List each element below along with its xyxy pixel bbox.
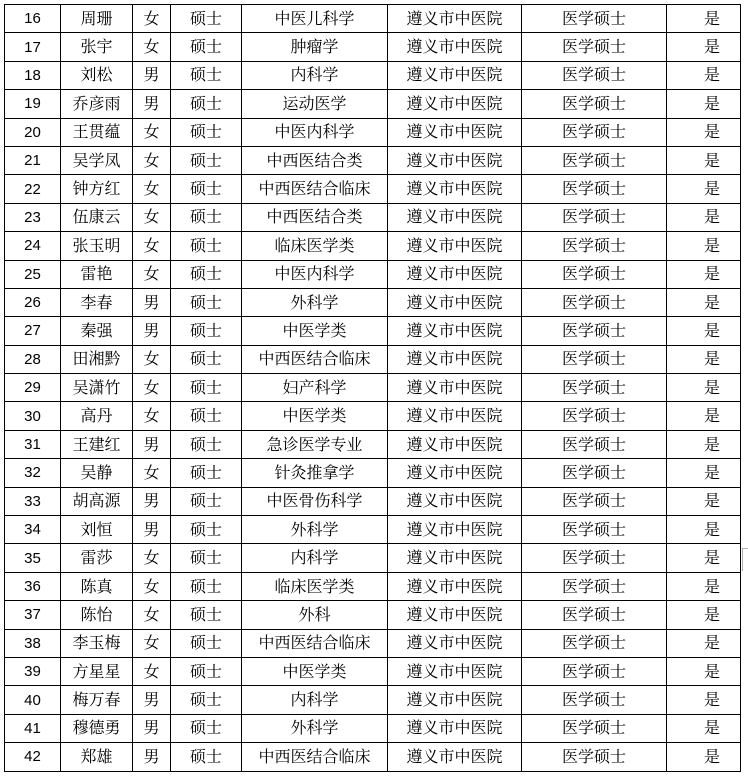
cell-number: 39 xyxy=(5,657,61,685)
table-row xyxy=(5,288,741,316)
cell-number: 17 xyxy=(5,33,61,61)
cell-unit: 遵义市中医院 xyxy=(388,430,522,458)
cell-degree: 硕士 xyxy=(171,5,242,33)
table-row xyxy=(5,232,741,260)
cell-flag: 是 xyxy=(667,572,741,600)
cell-title: 医学硕士 xyxy=(522,657,667,685)
cell-major: 妇产科学 xyxy=(242,374,388,402)
cell-number: 37 xyxy=(5,601,61,629)
cell-major: 外科 xyxy=(242,601,388,629)
cell-number: 21 xyxy=(5,146,61,174)
cell-unit: 遵义市中医院 xyxy=(388,374,522,402)
cell-flag: 是 xyxy=(667,345,741,373)
cell-unit: 遵义市中医院 xyxy=(388,714,522,742)
cell-title: 医学硕士 xyxy=(522,374,667,402)
cell-degree: 硕士 xyxy=(171,629,242,657)
cell-major: 外科学 xyxy=(242,714,388,742)
cell-gender: 男 xyxy=(133,317,171,345)
cell-name: 高丹 xyxy=(61,402,133,430)
cell-degree: 硕士 xyxy=(171,33,242,61)
cell-flag: 是 xyxy=(667,175,741,203)
table-row xyxy=(5,33,741,61)
table-row xyxy=(5,459,741,487)
cell-gender: 男 xyxy=(133,714,171,742)
table-row xyxy=(5,714,741,742)
cell-flag: 是 xyxy=(667,487,741,515)
cell-major: 外科学 xyxy=(242,516,388,544)
cell-gender: 女 xyxy=(133,402,171,430)
cell-unit: 遵义市中医院 xyxy=(388,175,522,203)
table-row xyxy=(5,544,741,572)
cell-degree: 硕士 xyxy=(171,430,242,458)
table-row xyxy=(5,61,741,89)
cell-gender: 女 xyxy=(133,175,171,203)
cell-flag: 是 xyxy=(667,118,741,146)
cell-degree: 硕士 xyxy=(171,118,242,146)
cell-title: 医学硕士 xyxy=(522,345,667,373)
cell-unit: 遵义市中医院 xyxy=(388,5,522,33)
cell-degree: 硕士 xyxy=(171,288,242,316)
cell-title: 医学硕士 xyxy=(522,61,667,89)
cell-title: 医学硕士 xyxy=(522,743,667,771)
cell-flag: 是 xyxy=(667,601,741,629)
cell-unit: 遵义市中医院 xyxy=(388,743,522,771)
cell-number: 38 xyxy=(5,629,61,657)
cell-degree: 硕士 xyxy=(171,90,242,118)
cell-name: 李春 xyxy=(61,288,133,316)
cell-title: 医学硕士 xyxy=(522,459,667,487)
cell-title: 医学硕士 xyxy=(522,288,667,316)
cell-major: 中医骨伤科学 xyxy=(242,487,388,515)
cell-degree: 硕士 xyxy=(171,516,242,544)
cell-name: 周珊 xyxy=(61,5,133,33)
cell-major: 中医学类 xyxy=(242,317,388,345)
cell-major: 运动医学 xyxy=(242,90,388,118)
cell-number: 26 xyxy=(5,288,61,316)
cell-degree: 硕士 xyxy=(171,487,242,515)
cell-name: 刘松 xyxy=(61,61,133,89)
table-row xyxy=(5,516,741,544)
cell-title: 医学硕士 xyxy=(522,146,667,174)
cell-title: 医学硕士 xyxy=(522,402,667,430)
cell-title: 医学硕士 xyxy=(522,430,667,458)
cell-number: 16 xyxy=(5,5,61,33)
table-row xyxy=(5,374,741,402)
cell-flag: 是 xyxy=(667,544,741,572)
cell-number: 32 xyxy=(5,459,61,487)
cell-degree: 硕士 xyxy=(171,374,242,402)
table-row xyxy=(5,402,741,430)
cell-flag: 是 xyxy=(667,657,741,685)
cell-gender: 女 xyxy=(133,572,171,600)
cell-gender: 女 xyxy=(133,657,171,685)
cell-unit: 遵义市中医院 xyxy=(388,601,522,629)
table-row xyxy=(5,203,741,231)
cell-unit: 遵义市中医院 xyxy=(388,402,522,430)
cell-name: 乔彦雨 xyxy=(61,90,133,118)
cell-name: 张玉明 xyxy=(61,232,133,260)
cell-major: 中医内科学 xyxy=(242,260,388,288)
cell-gender: 女 xyxy=(133,33,171,61)
cell-gender: 女 xyxy=(133,345,171,373)
cell-unit: 遵义市中医院 xyxy=(388,657,522,685)
cell-flag: 是 xyxy=(667,317,741,345)
cell-major: 中医内科学 xyxy=(242,118,388,146)
cell-flag: 是 xyxy=(667,714,741,742)
cell-degree: 硕士 xyxy=(171,61,242,89)
cell-degree: 硕士 xyxy=(171,743,242,771)
cell-number: 33 xyxy=(5,487,61,515)
table-row xyxy=(5,5,741,33)
cell-unit: 遵义市中医院 xyxy=(388,232,522,260)
cell-major: 中医学类 xyxy=(242,402,388,430)
cell-gender: 男 xyxy=(133,516,171,544)
cell-unit: 遵义市中医院 xyxy=(388,288,522,316)
cell-title: 医学硕士 xyxy=(522,118,667,146)
table-body xyxy=(5,5,741,772)
cell-number: 23 xyxy=(5,203,61,231)
cell-gender: 女 xyxy=(133,459,171,487)
table-row xyxy=(5,345,741,373)
cell-number: 31 xyxy=(5,430,61,458)
table-row xyxy=(5,430,741,458)
cell-degree: 硕士 xyxy=(171,686,242,714)
cell-name: 雷莎 xyxy=(61,544,133,572)
cell-number: 41 xyxy=(5,714,61,742)
table-row xyxy=(5,572,741,600)
cell-name: 李玉梅 xyxy=(61,629,133,657)
cell-number: 25 xyxy=(5,260,61,288)
cell-major: 中医学类 xyxy=(242,657,388,685)
cell-major: 中西医结合临床 xyxy=(242,345,388,373)
cell-major: 内科学 xyxy=(242,686,388,714)
cell-major: 中西医结合类 xyxy=(242,146,388,174)
cell-name: 方星星 xyxy=(61,657,133,685)
cell-degree: 硕士 xyxy=(171,260,242,288)
table-row xyxy=(5,317,741,345)
cell-name: 郑雄 xyxy=(61,743,133,771)
cell-name: 王建红 xyxy=(61,430,133,458)
cell-name: 田湘黔 xyxy=(61,345,133,373)
cell-degree: 硕士 xyxy=(171,317,242,345)
cell-unit: 遵义市中医院 xyxy=(388,146,522,174)
cell-name: 吴潇竹 xyxy=(61,374,133,402)
cell-unit: 遵义市中医院 xyxy=(388,544,522,572)
cell-number: 42 xyxy=(5,743,61,771)
cell-unit: 遵义市中医院 xyxy=(388,686,522,714)
cell-degree: 硕士 xyxy=(171,459,242,487)
table-row xyxy=(5,601,741,629)
cell-unit: 遵义市中医院 xyxy=(388,203,522,231)
personnel-table xyxy=(4,4,741,772)
cell-flag: 是 xyxy=(667,516,741,544)
cell-gender: 女 xyxy=(133,544,171,572)
cell-flag: 是 xyxy=(667,146,741,174)
cell-major: 外科学 xyxy=(242,288,388,316)
cell-title: 医学硕士 xyxy=(522,317,667,345)
cell-gender: 女 xyxy=(133,232,171,260)
cell-major: 内科学 xyxy=(242,544,388,572)
cell-number: 20 xyxy=(5,118,61,146)
cell-name: 王贯蕴 xyxy=(61,118,133,146)
cell-major: 针灸推拿学 xyxy=(242,459,388,487)
cell-major: 中西医结合临床 xyxy=(242,175,388,203)
cell-unit: 遵义市中医院 xyxy=(388,260,522,288)
cell-flag: 是 xyxy=(667,203,741,231)
cell-flag: 是 xyxy=(667,61,741,89)
cell-degree: 硕士 xyxy=(171,402,242,430)
cell-degree: 硕士 xyxy=(171,232,242,260)
cell-flag: 是 xyxy=(667,743,741,771)
cell-title: 医学硕士 xyxy=(522,33,667,61)
cell-name: 陈真 xyxy=(61,572,133,600)
cell-degree: 硕士 xyxy=(171,175,242,203)
cell-major: 急诊医学专业 xyxy=(242,430,388,458)
cell-flag: 是 xyxy=(667,402,741,430)
cell-number: 36 xyxy=(5,572,61,600)
cell-gender: 女 xyxy=(133,601,171,629)
table-row xyxy=(5,118,741,146)
cell-number: 29 xyxy=(5,374,61,402)
cell-degree: 硕士 xyxy=(171,345,242,373)
cell-name: 胡高源 xyxy=(61,487,133,515)
cell-unit: 遵义市中医院 xyxy=(388,317,522,345)
cell-degree: 硕士 xyxy=(171,714,242,742)
cell-gender: 女 xyxy=(133,5,171,33)
cell-number: 30 xyxy=(5,402,61,430)
cell-name: 陈怡 xyxy=(61,601,133,629)
cell-title: 医学硕士 xyxy=(522,544,667,572)
cell-unit: 遵义市中医院 xyxy=(388,572,522,600)
cell-name: 张宇 xyxy=(61,33,133,61)
cell-gender: 男 xyxy=(133,90,171,118)
cell-flag: 是 xyxy=(667,260,741,288)
cell-major: 中西医结合类 xyxy=(242,203,388,231)
cell-major: 肿瘤学 xyxy=(242,33,388,61)
table-row xyxy=(5,90,741,118)
cell-flag: 是 xyxy=(667,686,741,714)
cell-title: 医学硕士 xyxy=(522,629,667,657)
cell-gender: 女 xyxy=(133,260,171,288)
cell-unit: 遵义市中医院 xyxy=(388,487,522,515)
cell-title: 医学硕士 xyxy=(522,5,667,33)
cell-number: 40 xyxy=(5,686,61,714)
table-row xyxy=(5,260,741,288)
cell-number: 24 xyxy=(5,232,61,260)
cell-name: 穆德勇 xyxy=(61,714,133,742)
cell-unit: 遵义市中医院 xyxy=(388,345,522,373)
cell-flag: 是 xyxy=(667,430,741,458)
cell-unit: 遵义市中医院 xyxy=(388,629,522,657)
cell-name: 秦强 xyxy=(61,317,133,345)
cell-degree: 硕士 xyxy=(171,544,242,572)
cell-unit: 遵义市中医院 xyxy=(388,516,522,544)
cell-number: 35 xyxy=(5,544,61,572)
cell-number: 18 xyxy=(5,61,61,89)
table-row xyxy=(5,629,741,657)
cell-name: 刘恒 xyxy=(61,516,133,544)
table-row xyxy=(5,657,741,685)
cell-name: 钟方红 xyxy=(61,175,133,203)
cell-gender: 男 xyxy=(133,487,171,515)
cell-name: 梅万春 xyxy=(61,686,133,714)
cell-title: 医学硕士 xyxy=(522,601,667,629)
cell-gender: 女 xyxy=(133,629,171,657)
cell-title: 医学硕士 xyxy=(522,516,667,544)
table-row xyxy=(5,146,741,174)
cell-unit: 遵义市中医院 xyxy=(388,61,522,89)
cell-number: 34 xyxy=(5,516,61,544)
page-edge-marker xyxy=(742,548,748,571)
cell-flag: 是 xyxy=(667,232,741,260)
cell-gender: 男 xyxy=(133,61,171,89)
cell-major: 临床医学类 xyxy=(242,232,388,260)
cell-name: 吴静 xyxy=(61,459,133,487)
table-row xyxy=(5,487,741,515)
cell-major: 中医儿科学 xyxy=(242,5,388,33)
table-row xyxy=(5,686,741,714)
cell-flag: 是 xyxy=(667,629,741,657)
table-row xyxy=(5,175,741,203)
cell-title: 医学硕士 xyxy=(522,175,667,203)
cell-name: 伍康云 xyxy=(61,203,133,231)
cell-degree: 硕士 xyxy=(171,572,242,600)
cell-flag: 是 xyxy=(667,288,741,316)
cell-flag: 是 xyxy=(667,5,741,33)
cell-number: 22 xyxy=(5,175,61,203)
cell-gender: 女 xyxy=(133,374,171,402)
cell-title: 医学硕士 xyxy=(522,572,667,600)
cell-major: 中西医结合临床 xyxy=(242,629,388,657)
cell-gender: 女 xyxy=(133,118,171,146)
cell-title: 医学硕士 xyxy=(522,686,667,714)
cell-major: 内科学 xyxy=(242,61,388,89)
cell-gender: 女 xyxy=(133,146,171,174)
cell-title: 医学硕士 xyxy=(522,232,667,260)
cell-gender: 男 xyxy=(133,686,171,714)
cell-gender: 男 xyxy=(133,743,171,771)
cell-unit: 遵义市中医院 xyxy=(388,33,522,61)
cell-name: 吴学凤 xyxy=(61,146,133,174)
cell-gender: 女 xyxy=(133,203,171,231)
cell-flag: 是 xyxy=(667,374,741,402)
cell-unit: 遵义市中医院 xyxy=(388,459,522,487)
cell-degree: 硕士 xyxy=(171,146,242,174)
cell-degree: 硕士 xyxy=(171,601,242,629)
cell-major: 临床医学类 xyxy=(242,572,388,600)
cell-number: 19 xyxy=(5,90,61,118)
cell-flag: 是 xyxy=(667,90,741,118)
cell-degree: 硕士 xyxy=(171,203,242,231)
cell-gender: 男 xyxy=(133,430,171,458)
cell-major: 中西医结合临床 xyxy=(242,743,388,771)
cell-title: 医学硕士 xyxy=(522,487,667,515)
cell-number: 27 xyxy=(5,317,61,345)
cell-gender: 男 xyxy=(133,288,171,316)
cell-title: 医学硕士 xyxy=(522,203,667,231)
cell-degree: 硕士 xyxy=(171,657,242,685)
cell-flag: 是 xyxy=(667,33,741,61)
cell-unit: 遵义市中医院 xyxy=(388,90,522,118)
cell-title: 医学硕士 xyxy=(522,90,667,118)
cell-unit: 遵义市中医院 xyxy=(388,118,522,146)
cell-name: 雷艳 xyxy=(61,260,133,288)
cell-title: 医学硕士 xyxy=(522,260,667,288)
cell-number: 28 xyxy=(5,345,61,373)
cell-title: 医学硕士 xyxy=(522,714,667,742)
cell-flag: 是 xyxy=(667,459,741,487)
table-row xyxy=(5,743,741,771)
